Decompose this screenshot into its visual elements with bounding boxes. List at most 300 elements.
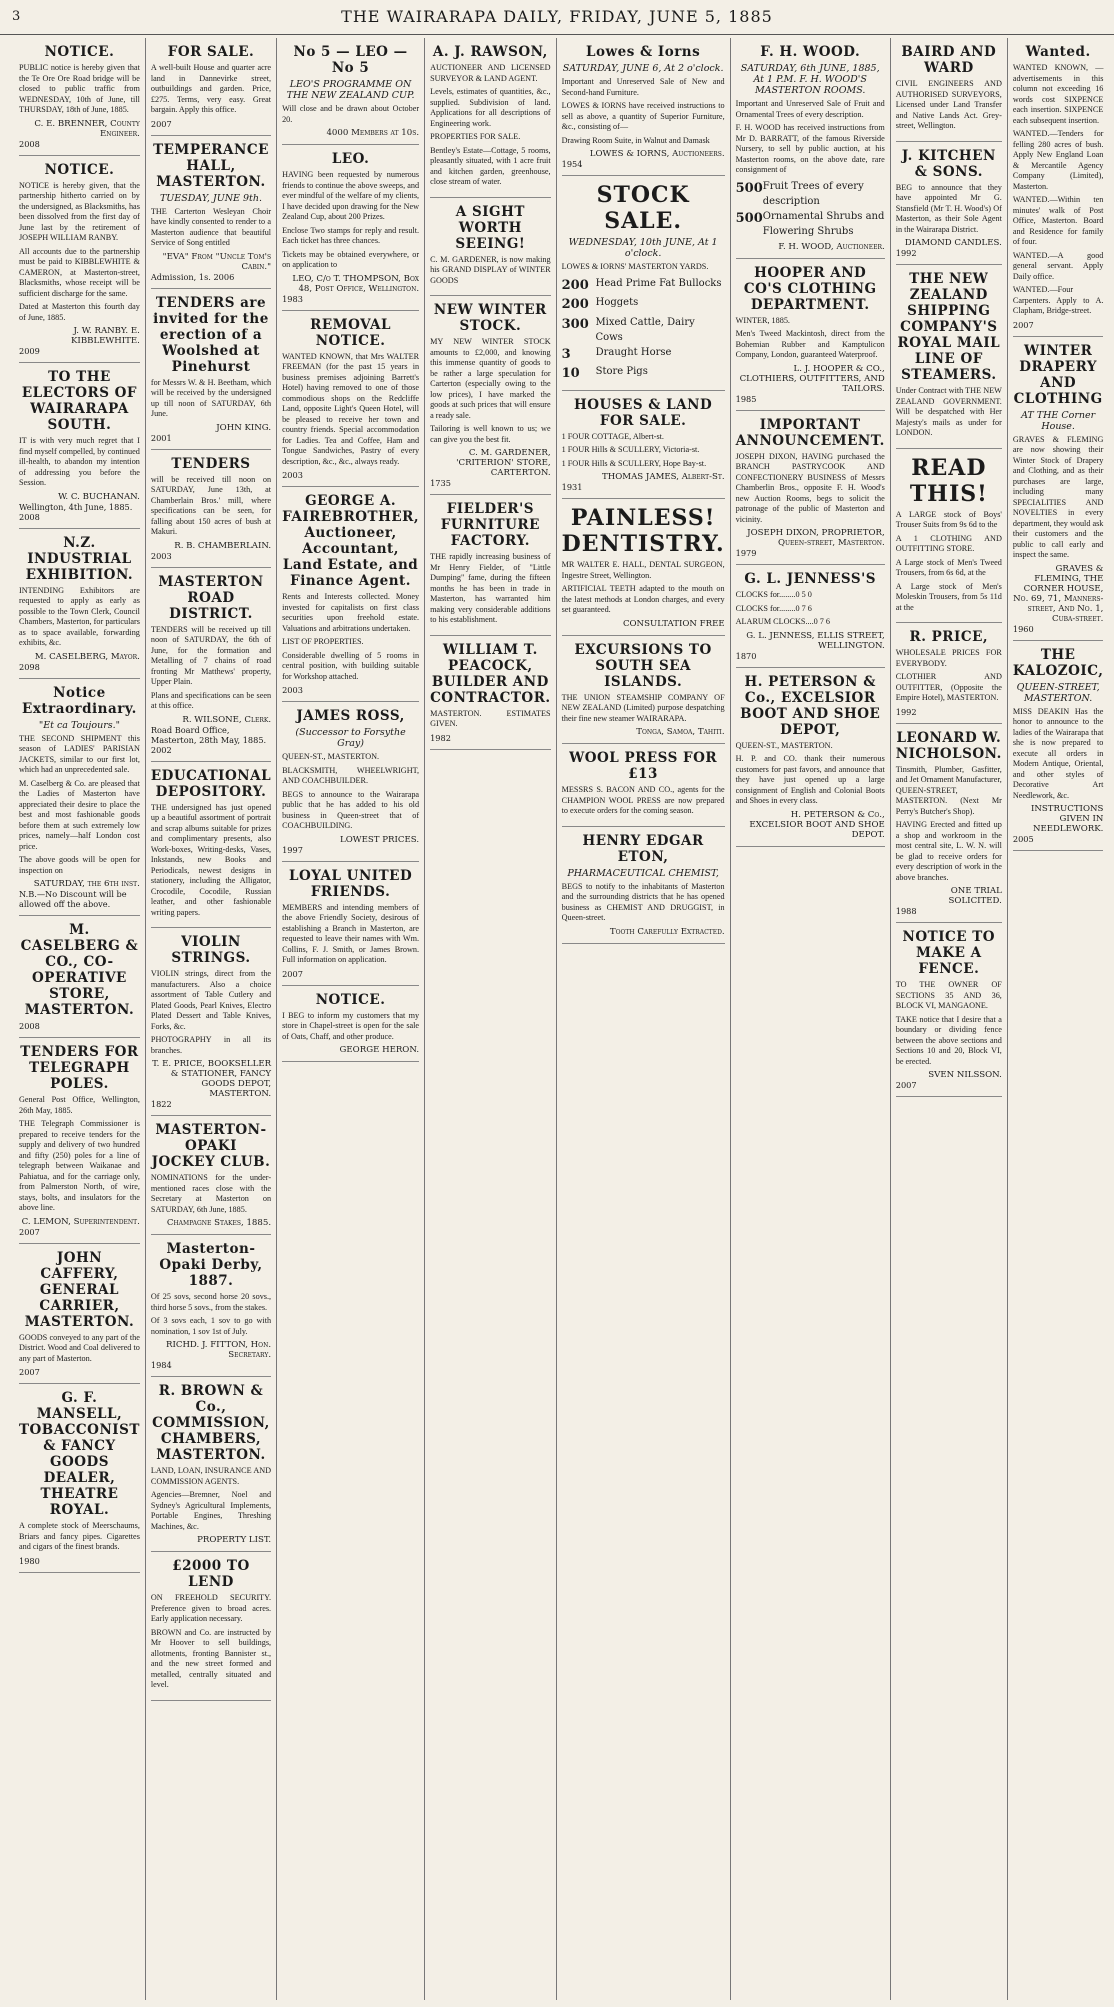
ad-signature: J. W. RANBY. E. KIBBLEWHITE.	[71, 326, 140, 346]
ad-signature: W. C. BUCHANAN.	[58, 491, 140, 502]
ad-paragraph: 1 FOUR COTTAGE, Albert-st.	[561, 431, 664, 441]
ad-paragraph: GRAVES & FLEMING are now showing their Winter Stock of Drapery and Clothing, and as their purchases are large, including many SPECIALITIES AND NOVELTIES in every department, they would ask their customers and the public to call early and inspect the same.	[1012, 434, 1104, 559]
advertisement	[19, 529, 140, 679]
advertisement	[151, 1116, 271, 1235]
advertisement	[896, 724, 1002, 924]
ad-title: £2000 TO LEND	[172, 1558, 250, 1590]
masthead	[0, 0, 1114, 35]
ad-paragraph: WHOLESALE PRICES FOR EVERYBODY.	[895, 648, 1002, 668]
advertisement	[19, 38, 140, 156]
column-8	[1008, 38, 1109, 2000]
ad-title: TENDERS FOR TELEGRAPH POLES.	[20, 1044, 139, 1092]
ad-signature: R. WILSONE, Clerk.	[182, 714, 272, 725]
ad-paragraph: LIST OF PROPERTIES.	[282, 637, 364, 646]
ad-paragraph: All accounts due to the partnership must be paid to KIBBLEWHITE & CAMERON, at Masterton-street, Blacksmiths, whose receipt will be sufficient discharge for the same.	[19, 246, 140, 298]
ad-paragraph: BROWN and Co. are instructed by Mr Hoover to sell buildings, allotments, fronting Bannister st., and the new street formed and metalled, centrally situated and level.	[150, 1627, 272, 1689]
ad-title: LOYAL UNITED FRIENDS.	[288, 867, 413, 900]
ad-date: 1870	[735, 650, 757, 661]
ad-paragraph: Dated at Masterton this fourth day of June, 1885.	[19, 302, 140, 322]
ad-date: 1985	[735, 393, 757, 404]
advertisement	[896, 923, 1002, 1097]
advertisement	[151, 136, 271, 289]
ad-body	[151, 207, 271, 249]
ad-body	[19, 436, 140, 489]
tree-label: Fruit Trees of every description	[762, 180, 864, 207]
ad-paragraph: TENDERS will be received up till noon of SATURDAY, the 6th of June, for the formation and Metalling of 7 chains of road fronting Mr Matthews' property, Upper Plain.	[150, 624, 272, 686]
ad-paragraph: Important and Unreserved Sale of Fruit and Ornamental Trees of every description.	[735, 99, 885, 119]
ad-body	[19, 586, 140, 649]
advertisement	[430, 636, 551, 750]
ad-body	[562, 77, 725, 146]
ad-signature: GEORGE HERON.	[339, 1045, 420, 1055]
ad-date: 1997	[282, 844, 303, 855]
ad-paragraph: BEGS to notify to the inhabitants of Masterton and the surrounding districts that he has opened business as CHEMIST AND DRUGGIST, in Queen-street.	[561, 881, 725, 922]
ad-paragraph: A well-built House and quarter acre land in Dannevirke street, outbuildings and garden. Price, £275. Terms, very easy. Great bargain. Apply this office.	[150, 63, 272, 114]
ad-paragraph: TAKE notice that I desire that a boundary or dividing fence between the above sections and Sections 10 and 20, Block VI, be erected.	[895, 1014, 1002, 1066]
ad-date: 1822	[150, 1099, 172, 1109]
ad-body	[282, 1011, 419, 1043]
ad-signature: CONSULTATION FREE	[622, 618, 725, 629]
ad-title: BAIRD AND WARD	[901, 44, 997, 76]
ad-paragraph: C. M. GARDENER, is now making his GRAND DISPLAY of WINTER GOODS	[430, 254, 551, 285]
ad-paragraph: WANTED.—Four Carpenters. Apply to A. Clapham, Bridge-street.	[1012, 285, 1104, 315]
ad-date: 1979	[735, 548, 757, 558]
stock-label: Head Prime Fat Bullocks	[595, 277, 722, 289]
ad-paragraph: A Large stock of Men's Tweed Trousers, from 6s 6d, at the	[895, 557, 1002, 577]
ad-paragraph: Plans and specifications can be seen at this office.	[150, 690, 272, 710]
ad-title: Notice Extraordinary.	[22, 684, 137, 717]
ad-body	[19, 1333, 140, 1365]
ad-body	[282, 903, 419, 966]
advertisement	[151, 1235, 271, 1377]
ad-subtitle: (Successor to Forsythe Gray)	[295, 727, 406, 749]
ad-paragraph: MY NEW WINTER STOCK amounts to £2,000, and knowing this immense quantity of goods to be rather a large speculation for Carterton (especially owing to the low prices), I have marked the goods at such prices that will ensure a ready sale.	[430, 337, 551, 420]
ad-body	[19, 63, 140, 116]
ad-title: R. BROWN & Co., COMMISSION, CHAMBERS, MASTERTON.	[152, 1383, 270, 1463]
advertisement	[151, 928, 271, 1116]
advertisement	[430, 495, 551, 636]
ad-signature: JOHN KING.	[216, 422, 272, 433]
ad-paragraph: A complete stock of Meerschaums, Briars and fancy pipes. Cigarettes and cigars of the finest brands.	[19, 1521, 140, 1551]
ad-title: H. PETERSON & Co., EXCELSIOR BOOT AND SHOE DEPOT,	[740, 673, 881, 738]
ad-date: 2008	[19, 138, 40, 149]
ad-body	[151, 378, 271, 420]
ad-paragraph: WANTED KNOWN, that Mrs WALTER FREEMAN (for the past 15 years in business premises adjoining Barrett's Hotel) having removed to one of those commodious shops on the Redcliffe Land, opposite Light's Queen Hotel, will be pleased to receive her town and country friends. Special accommodation for Ladies. Tea and Coffee, Ham and Tongue Sandwiches, Pastry of every description, &c., &c., always ready.	[282, 351, 420, 466]
ad-signature: PROPERTY LIST.	[197, 1535, 272, 1545]
advertisement	[562, 827, 725, 944]
ad-title: TO THE ELECTORS OF WAIRARAPA SOUTH.	[21, 369, 138, 433]
stock-count: 3	[561, 346, 571, 362]
advertisement	[282, 986, 419, 1063]
ad-signature: GRAVES & FLEMING, THE CORNER HOUSE, No. 69, 71, Manners-street, And No. 1, Cuba-street.	[1013, 563, 1104, 624]
column-1	[14, 38, 146, 2000]
ad-body	[736, 741, 885, 807]
ad-signature: SVEN NILSSON.	[928, 1070, 1002, 1080]
ad-body	[736, 316, 885, 361]
ad-body	[151, 1173, 271, 1215]
ad-paragraph: BLACKSMITH, WHEELWRIGHT, AND COACHBUILDER.	[282, 765, 420, 785]
ad-paragraph: A LARGE stock of Boys' Trouser Suits from 9s 6d to the	[895, 509, 1002, 529]
ad-subtitle: SATURDAY, 6th JUNE, 1885, At 1 P.M. F. H. WOOD'S MASTERTON ROOMS.	[740, 63, 880, 96]
ad-title: WOOL PRESS FOR £13	[569, 750, 718, 782]
ad-body	[562, 560, 725, 616]
ad-title: Wanted.	[1025, 44, 1091, 60]
advertisement	[562, 636, 725, 745]
stock-count: 300	[561, 316, 589, 332]
ad-signature: Champagne Stakes, 1885.	[166, 1218, 272, 1228]
advertisement	[562, 499, 725, 636]
advertisement	[19, 916, 140, 1038]
ad-title: J. KITCHEN & SONS.	[901, 147, 996, 180]
column-7	[891, 38, 1008, 2000]
advertisement	[430, 198, 551, 297]
ad-paragraph: AUCTIONEER AND LICENSED SURVEYOR & LAND AGENT.	[430, 63, 551, 83]
ad-body	[896, 980, 1002, 1067]
ad-title: NOTICE TO MAKE A FENCE.	[902, 929, 996, 977]
ad-body	[430, 255, 551, 287]
ad-title: A. J. RAWSON,	[432, 44, 548, 60]
ad-date: Road Board Office, Masterton, 28th May, 1885. 2002	[150, 724, 267, 755]
ad-paragraph: MESSRS S. BACON AND CO., agents for the CHAMPION WOOL PRESS are now prepared to execute orders for the coming season.	[561, 785, 725, 815]
ad-body	[151, 969, 271, 1056]
ad-signature: SATURDAY, the 6th inst.	[33, 879, 140, 889]
advertisement	[151, 38, 271, 136]
advertisement	[736, 38, 885, 259]
ad-title: LEONARD W. NICHOLSON.	[895, 729, 1002, 762]
ad-date: 1735	[430, 478, 451, 488]
ad-signature: DIAMOND CANDLES.	[904, 238, 1002, 248]
stock-item	[562, 276, 725, 296]
ad-date: 1992	[895, 706, 917, 717]
ad-paragraph: I BEG to inform my customers that my store in Chapel-street is open for the sale of Oats, Chaff, and other produce.	[282, 1010, 420, 1041]
ad-body	[282, 752, 419, 832]
newspaper-title: THE WAIRARAPA DAILY, FRIDAY, JUNE 5, 1885	[341, 7, 773, 26]
ad-paragraph: MISS DEAKIN Has the honor to announce to the ladies of the Wairarapa that she is now prepared to execute all orders in Modern Antique, Oriental, and other styles of Decorative Art Needlework, &c.	[1012, 706, 1104, 800]
advertisement	[562, 391, 725, 500]
ad-title: Lowes & Iorns	[585, 44, 701, 60]
ad-subtitle: "Et ca Toujours."	[38, 719, 121, 731]
ad-date: 2003	[282, 685, 303, 695]
ad-paragraph: LOWES & IORNS' MASTERTON YARDS.	[561, 262, 709, 271]
ad-body	[430, 709, 551, 730]
ad-subtitle: TUESDAY, JUNE 9th.	[159, 192, 262, 204]
ad-paragraph: Tailoring is well known to us; we can give you the best fit.	[430, 424, 551, 444]
advertisement	[19, 156, 140, 364]
ad-title: PAINLESS! DENTISTRY.	[561, 505, 725, 557]
advertisement	[282, 862, 419, 986]
ad-date: 2005	[1012, 834, 1034, 844]
ad-paragraph: PUBLIC notice is hereby given that the Te Ore Ore Road bridge will be closed to public traffic from WEDNESDAY, 10th of June, till THURSDAY, 18th of June, 1885.	[19, 63, 140, 114]
ad-signature: T. E. PRICE, BOOKSELLER & STATIONER, FANCY GOODS DEPOT, MASTERTON.	[152, 1059, 272, 1099]
ad-date: 2009	[19, 346, 40, 356]
ad-paragraph: A Large stock of Men's Moleskin Trousers, from 5s 11d at the	[895, 581, 1002, 612]
ad-title: WINTER DRAPERY AND CLOTHING	[1013, 342, 1103, 407]
ad-date: 1960	[1012, 623, 1034, 634]
ad-body	[282, 170, 419, 271]
column-3	[277, 38, 425, 2000]
ad-paragraph: Levels, estimates of quantities, &c., supplied. Subdivision of land. Applications for all descriptions of Engineering work.	[430, 87, 551, 128]
ad-body	[896, 648, 1002, 704]
advertisement	[562, 38, 725, 176]
ad-body	[151, 1292, 271, 1337]
ad-paragraph: BEGS to announce to the Wairarapa public that he has added to his old business in Queen-street that of COACHBUILDING.	[282, 789, 420, 830]
ad-paragraph: WANTED.—A good general servant. Apply Daily office.	[1012, 250, 1104, 281]
ad-paragraph: JOSEPH DIXON, HAVING purchased the BRANCH PASTRYCOOK AND CONFECTIONERY BUSINESS of Messrs Chamberlin Bros., opposite F. H. Wood's new Auction Rooms, begs to solicit the patronage of the public of Masterton and vicinity.	[735, 451, 885, 524]
advertisement	[19, 1038, 140, 1244]
ad-date: 1988	[895, 906, 917, 916]
advertisement	[282, 487, 419, 702]
advertisement	[896, 142, 1002, 266]
ad-signature: R. B. CHAMBERLAIN.	[174, 540, 272, 551]
column-6	[731, 38, 891, 2000]
stock-label: Draught Horse	[595, 346, 672, 358]
advertisement	[151, 289, 271, 450]
ad-date: 1983	[282, 293, 303, 304]
advertisement	[282, 38, 419, 145]
ad-body	[736, 99, 885, 176]
ad-title: R. PRICE,	[909, 629, 989, 645]
ad-title: JOHN CAFFERY, GENERAL CARRIER, MASTERTON.	[24, 1249, 135, 1330]
ad-paragraph: Will close and be drawn about October 20.	[282, 104, 420, 124]
ad-body	[19, 1095, 140, 1214]
ad-date: 2001	[150, 432, 172, 443]
ad-paragraph: HAVING Erected and fitted up a shop and workroom in the most central site, L. W. N. will be glad to receive orders for every description of work in the above branches.	[895, 820, 1002, 882]
stock-count: 200	[561, 297, 589, 312]
ad-paragraph: 1 FOUR Hills & SCULLERY, Victoria-st.	[561, 445, 700, 454]
ad-paragraph: 1 FOUR Hills & SCULLERY, Hope Bay-st.	[561, 458, 707, 468]
ad-title: NEW WINTER STOCK.	[433, 302, 547, 334]
ad-body	[151, 63, 271, 116]
stock-count: 10	[561, 366, 580, 381]
ad-signature: C. M. GARDENER, 'CRITERION' STORE, CARTERTON.	[456, 448, 551, 478]
ad-paragraph: NOTICE is hereby given, that the partnership hitherto carried on by the undersigned, as Blacksmiths, has been dissolved from the first day of June last by the retirement of JOSEPH WILLIAM RANBY.	[19, 180, 140, 242]
ad-body	[562, 693, 725, 725]
advertisement	[736, 259, 885, 411]
ad-paragraph: F. H. WOOD has received instructions from Mr D. BARRATT, of the famous Riverside Nursery, to sell by public auction, at his Masterton rooms, on the above date, rare consignment of	[735, 123, 885, 174]
page-number: 3	[12, 9, 22, 24]
ad-date: 2007	[19, 1367, 40, 1377]
ad-paragraph: TO THE OWNER OF SECTIONS 35 AND 36, BLOCK VI, MANGAONE.	[895, 980, 1002, 1010]
advertisement	[562, 176, 725, 391]
ad-paragraph: GOODS conveyed to any part of the District. Wood and Coal delivered to any part of Masterton.	[19, 1332, 140, 1363]
advertisement	[896, 449, 1002, 624]
ad-title: STOCK SALE.	[596, 182, 690, 234]
ad-title: NOTICE.	[315, 991, 386, 1008]
advertisement	[736, 565, 885, 668]
advertisement	[896, 265, 1002, 449]
stock-label: Store Pigs	[595, 366, 648, 377]
ad-signature: LOWES & IORNS, Auctioneers.	[589, 149, 725, 159]
ad-body	[151, 475, 271, 538]
ad-body	[562, 882, 725, 924]
ad-body	[736, 590, 885, 628]
ad-paragraph: HAVING been requested by numerous friends to continue the above sweeps, and ever mindful of the welfare of my clients, I have decided upon drawing for the New Zealand Cup, about 200 Prizes.	[282, 170, 420, 221]
ad-subtitle: WEDNESDAY, 10th JUNE, At 1 o'clock.	[568, 237, 718, 259]
ad-signature: "EVA" From "Uncle Tom's Cabin."	[162, 251, 272, 272]
tree-item	[736, 179, 885, 209]
ad-paragraph: Enclose Two stamps for reply and result. Each ticket has three chances.	[282, 225, 420, 245]
ad-paragraph: THE UNION STEAMSHIP COMPANY OF NEW ZEALAND (Limited) purpose despatching their fine new steamer WAIRARAPA.	[561, 692, 725, 723]
ad-title: G. L. JENNESS'S	[744, 571, 876, 587]
ad-title: NOTICE.	[44, 44, 115, 60]
ad-body	[282, 104, 419, 125]
ad-signature: M. CASELBERG, Mayor.	[34, 651, 140, 662]
ad-paragraph: CLOCKS for........0 5 0	[735, 590, 812, 599]
ad-paragraph: Agencies—Bremner, Noel and Sydney's Agricultural Implements, Portable Engines, Threshing Machines, &c.	[150, 1490, 272, 1531]
ad-body	[896, 386, 1002, 439]
ad-paragraph: VIOLIN strings, direct from the manufacturers. Also a choice assortment of Table Cutlery and Plated Goods, Pearl Knives, Electro Plated Dessert and Table Knives, Forks, &c.	[150, 969, 272, 1031]
ad-paragraph: MEMBERS and intending members of the above Friendly Society, desirous of establishing a Branch in Masterton, are requested to leave their names with Wm. Collins, F. J. Smith, or James Brown. Full information on application.	[282, 902, 420, 964]
ad-signature: Tonga, Samoa, Tahiti.	[636, 727, 725, 737]
tree-count: 500	[735, 210, 763, 226]
ad-title: EXCURSIONS TO SOUTH SEA ISLANDS.	[574, 641, 712, 690]
ad-signature: Tooth Carefully Extracted.	[609, 926, 725, 937]
ad-date: 1954	[561, 159, 583, 169]
advertisement	[736, 411, 885, 566]
ad-paragraph: Considerable dwelling of 5 rooms in central position, with building suitable for Workshop attached.	[282, 650, 420, 681]
ad-title: TEMPERANCE HALL, MASTERTON.	[153, 141, 269, 190]
ad-subtitle: SATURDAY, JUNE 6, At 2 o'clock.	[562, 63, 724, 74]
ad-title: FIELDER'S FURNITURE FACTORY.	[440, 501, 540, 549]
column-2	[146, 38, 277, 2000]
ad-paragraph: THE rapidly increasing business of Mr Henry Fielder, of "Little Dumping" fame, during the fifteen months he has been in trade in Masterton, has warranted him making very considerable additions to his establishment.	[430, 552, 551, 624]
ad-title: HOOPER AND CO'S CLOTHING DEPARTMENT.	[743, 264, 877, 313]
advertisement	[151, 1377, 271, 1552]
ad-signature: L. J. HOOPER & CO., CLOTHIERS, OUTFITTERS, AND TAILORS.	[739, 363, 885, 394]
ad-body	[151, 1466, 271, 1532]
column-5	[557, 38, 731, 2000]
ad-title: LEO.	[331, 151, 370, 167]
ad-paragraph: CIVIL ENGINEERS AND AUTHORISED SURVEYORS, Licensed under Land Transfer and Native Lands Act. Grey-street, Wellington.	[895, 79, 1002, 130]
ad-title: MASTERTON ROAD DISTRICT.	[158, 573, 264, 622]
ad-date: 2008	[19, 1021, 40, 1031]
stock-item	[562, 295, 725, 315]
ad-date: Wellington, 4th June, 1885. 2008	[19, 501, 133, 522]
ad-body	[1013, 63, 1104, 317]
ad-paragraph: for Messrs W. & H. Beetham, which will be received by the undersigned up till noon of SATURDAY, 6th June.	[150, 377, 272, 418]
tree-count: 500	[735, 180, 763, 196]
ad-title: N.Z. INDUSTRIAL EXHIBITION.	[25, 534, 134, 583]
ad-date: 2003	[150, 550, 172, 561]
advertisement	[282, 311, 419, 488]
ad-paragraph: THE Carterton Wesleyan Choir have kindly consented to render to a Masterton audience that beautiful Service of Song entitled	[150, 206, 272, 247]
ad-title: READ THIS!	[909, 454, 988, 507]
ad-signature: C. E. BRENNER, County Engineer.	[34, 118, 140, 139]
ad-paragraph: QUEEN-ST., MASTERTON.	[282, 752, 380, 761]
ad-paragraph: MASTERTON. ESTIMATES GIVEN.	[430, 708, 551, 728]
columns	[14, 38, 1106, 2000]
ad-signature: C. LEMON, Superintendent.	[21, 1216, 140, 1227]
stock-label: Mixed Cattle, Dairy Cows	[595, 316, 695, 343]
ad-body	[19, 1521, 140, 1553]
ad-signature: H. PETERSON & Co., EXCELSIOR BOOT AND SHOE DEPOT.	[749, 809, 885, 840]
advertisement	[151, 450, 271, 568]
ad-paragraph: Important and Unreserved Sale of New and Second-hand Furniture.	[561, 77, 725, 97]
tree-item	[736, 209, 885, 239]
ad-paragraph: INTENDING Exhibitors are requested to apply as early as possible to the Town Clerk, Council Chambers, Masterton, for particulars as to space available, forwarding exhibits, &c.	[19, 585, 140, 647]
ad-body	[896, 183, 1002, 236]
ad-paragraph: WANTED.—Tenders for felling 280 acres of bush. Apply New England Loan & Mercantile Agency Company (Limited), Masterton.	[1012, 129, 1104, 191]
stock-item	[562, 364, 725, 384]
ad-subtitle: PHARMACEUTICAL CHEMIST,	[567, 867, 719, 879]
advertisement	[282, 702, 419, 862]
advertisement	[1013, 337, 1104, 641]
ad-body	[896, 79, 1002, 132]
ad-date: 1982	[430, 732, 451, 743]
stock-label: Hoggets	[595, 297, 639, 308]
ad-body	[282, 352, 419, 468]
ad-paragraph: A 1 CLOTHING AND OUTFITTING STORE.	[895, 533, 1002, 553]
ad-title: G. F. MANSELL, TOBACCONIST & FANCY GOODS DEALER, THEATRE ROYAL.	[19, 1390, 140, 1518]
ad-signature: JOSEPH DIXON, PROPRIETOR, Queen-street, Masterton.	[747, 528, 885, 548]
stock-item	[562, 315, 725, 345]
ad-paragraph: M. Caselberg & Co. are pleased that the Ladies of Masterton have appreciated their desire to place the best and most fashionable goods before them at such extremely low prices, namely—half London cost price.	[19, 778, 140, 851]
ad-paragraph: LAND, LOAN, INSURANCE AND COMMISSION AGENTS.	[150, 1466, 272, 1486]
ad-paragraph: THE undersigned has just opened up a beautiful assortment of portrait and scrap albums suitable for prizes and complimentary presents, also Work-boxes, Writing-desks, Vases, Inkstands, new Books and Periodicals, newest designs in stationery, including the Alligator, Crocodile, Cocodile, Russian leather, and other fashionable writing papers.	[150, 802, 272, 917]
ad-title: THE KALOZOIC,	[1012, 646, 1104, 679]
advertisement	[282, 145, 419, 311]
ad-title: REMOVAL NOTICE.	[310, 316, 391, 349]
stock-count: 200	[561, 277, 589, 293]
ad-signature: F. H. WOOD, Auctioneer.	[778, 241, 885, 252]
ad-body	[896, 765, 1002, 884]
ad-paragraph: Drawing Room Suite, in Walnut and Damask	[561, 135, 710, 145]
advertisement	[151, 762, 271, 929]
advertisement	[151, 1552, 271, 1701]
ad-body	[19, 181, 140, 324]
ad-body	[562, 432, 725, 470]
ad-body	[896, 510, 1002, 614]
ad-paragraph: Rents and Interests collected. Money invested for capitalists on first class securities upon freehold estate. Valuations and arbitrations undertaken.	[282, 592, 420, 633]
ad-paragraph: Tickets may be obtained everywhere, or on application to	[282, 249, 420, 269]
ad-paragraph: Tinsmith, Plumber, Gasfitter, and Jet Ornament Manufacturer, QUEEN-STREET, MASTERTON. (Next Mr Perry's Butcher's Shop).	[895, 764, 1002, 816]
ad-date: 1931	[561, 482, 583, 492]
ad-title: HOUSES & LAND FOR SALE.	[574, 396, 713, 429]
ad-date: 2007	[150, 118, 172, 129]
ad-paragraph: WINTER, 1885.	[735, 315, 790, 325]
ad-signature: 4000 Members at 10s.	[326, 128, 420, 138]
ad-date: 2007	[19, 1226, 40, 1237]
ad-paragraph: LOWES & IORNS have received instructions to sell as above, a quantity of Superior Furniture, &c., consisting of—	[561, 101, 725, 131]
advertisement	[19, 1384, 140, 1573]
ad-title: TENDERS	[171, 455, 251, 472]
ad-paragraph: QUEEN-ST., MASTERTON.	[735, 740, 833, 750]
ad-body	[1013, 435, 1104, 561]
ad-title: EDUCATIONAL DEPOSITORY.	[150, 767, 272, 800]
ad-signature: THOMAS JAMES, Albert-St.	[602, 472, 725, 482]
ad-date: 1980	[19, 1555, 40, 1566]
advertisement	[1013, 641, 1104, 852]
ad-body	[151, 625, 271, 712]
ad-paragraph: MR WALTER E. HALL, DENTAL SURGEON, Ingestre Street, Wellington.	[561, 560, 725, 580]
ad-title: WILLIAM T. PEACOCK, BUILDER AND CONTRACTOR.	[430, 641, 551, 706]
ad-date: 2098	[19, 661, 40, 672]
advertisement	[1013, 38, 1104, 337]
advertisement	[151, 568, 271, 762]
ad-body	[562, 262, 725, 273]
ad-date: 1984	[150, 1360, 172, 1370]
ad-paragraph: IT is with very much regret that I find myself compelled, by continued ill-health, to abandon my intention of addressing you before the Session.	[19, 436, 140, 487]
ad-title: NOTICE.	[44, 161, 115, 178]
ad-paragraph: H. P. and CO. thank their numerous customers for past favors, and announce that they have just opened up a large consignment of English and Colonial Boots and Shoes in every class.	[735, 754, 885, 805]
ad-body	[430, 552, 551, 626]
ad-paragraph: PROPERTIES FOR SALE.	[430, 132, 521, 141]
ad-date: 2007	[1012, 319, 1034, 330]
ad-paragraph: Under Contract with THE NEW ZEALAND GOVERNMENT. Will be despatched with Her Majesty's mails as under for LONDON.	[895, 386, 1002, 437]
ad-paragraph: The above goods will be open for inspection on	[19, 855, 140, 875]
advertisement	[19, 1244, 140, 1385]
ad-body	[282, 592, 419, 682]
